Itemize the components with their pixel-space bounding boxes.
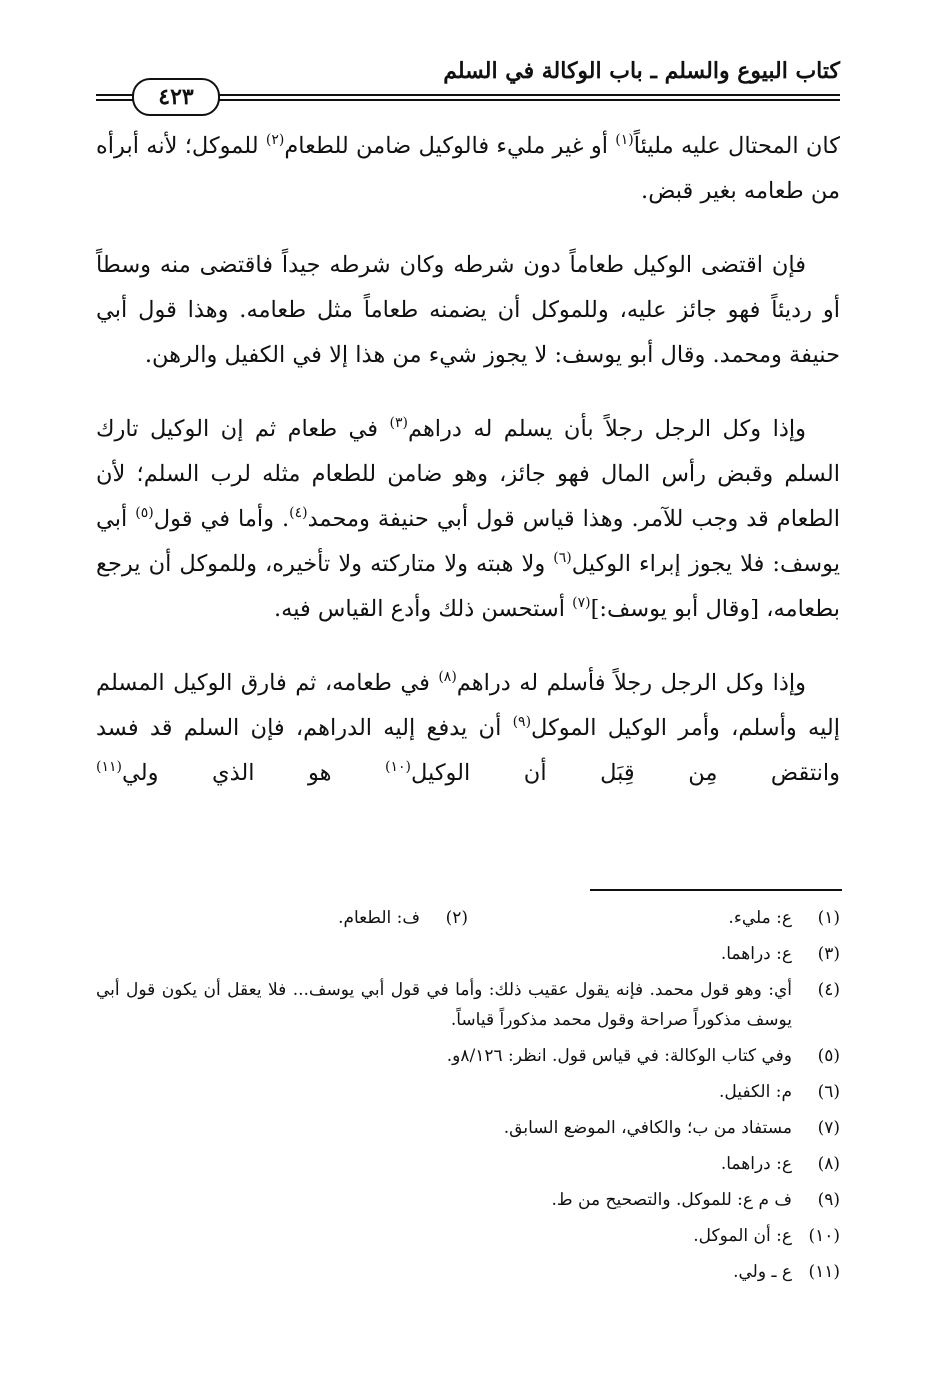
footnote-text: ع: دراهما. [720, 1154, 792, 1174]
footnote-11 [96, 1254, 840, 1290]
footnote-3 [96, 936, 840, 972]
footnote-number: (٧) [817, 1118, 840, 1138]
footnote-number: (٩) [817, 1190, 840, 1210]
footnote-marker: (٧) [572, 595, 591, 611]
footnote-text: ع: مليء. [728, 908, 792, 928]
text-run: كان المحتال عليه مليئاً [633, 133, 841, 159]
text-run: أو غير مليء فالوكيل ضامن للطعام [284, 133, 616, 159]
footnote-text: أي: وهو قول محمد. فإنه يقول عقيب ذلك: وأما في قول أبي يوسف... فلا يعقل أن يكون قول أبي يوسف مذكوراً صراحة وقول محمد مذكوراً قياساً. [96, 980, 792, 1030]
text-run: وإذا وكل الرجل رجلاً بأن يسلم له دراهم [407, 416, 807, 442]
footnote-4 [96, 972, 840, 1038]
footnote-text: وفي كتاب الوكالة: في قياس قول. انظر: ٨/١٢٦و. [446, 1046, 792, 1066]
text-run: في طعامه، ثم فارق الوكيل المسلم إليه وأسلم، وأمر الوكيل الموكل [96, 670, 840, 741]
footnote-text: ع: أن الموكل. [693, 1226, 792, 1246]
main-text [96, 124, 840, 796]
text-run: فإن اقتضى الوكيل طعاماً دون شرطه وكان شرطه جيداً فاقتضى منه وسطاً أو رديئاً فهو جائز عليه، وللموكل أن يضمنه طعاماً مثل طعامه. وهذا قول أبي حنيفة ومحمد. وقال أبو يوسف: لا يجوز شيء من هذا إلا في الكفيل والرهن. [96, 252, 840, 368]
text-run: ولا هبته ولا متاركته ولا تأخيره، وللموكل أن يرجع بطعامه، [وقال أبو يوسف:] [96, 551, 840, 622]
footnote-6 [96, 1074, 840, 1110]
footnote-number: (٤) [817, 980, 840, 1000]
footnote-text: ع ـ ولي. [733, 1262, 792, 1282]
footnote-row [96, 900, 840, 936]
footnote-text: ع: دراهما. [720, 944, 792, 964]
footnote-10 [96, 1218, 840, 1254]
page-header [96, 52, 840, 108]
footnote-marker: (١٠) [385, 759, 412, 775]
footnote-9 [96, 1182, 840, 1218]
footnote-number: (٦) [817, 1082, 840, 1102]
footnote-text: مستفاد من ب؛ والكافي، الموضع السابق. [503, 1118, 792, 1138]
footnote-number: (٨) [817, 1154, 840, 1174]
text-run: أن يدفع إليه الدراهم، فإن السلم قد فسد وانتقض مِن قِبَل أن الوكيل [96, 715, 840, 786]
footnote-2 [96, 900, 468, 936]
footnote-5 [96, 1038, 840, 1074]
footnote-text: م: الكفيل. [719, 1082, 792, 1102]
footnote-marker: (٢) [265, 132, 285, 148]
text-run: وإذا وكل الرجل رجلاً فأسلم له دراهم [456, 670, 806, 696]
footnotes [96, 900, 840, 1290]
footnote-text: ف م ع: للموكل. والتصحيح من ط. [551, 1190, 792, 1210]
footnote-number: (١١) [808, 1262, 840, 1282]
paragraph [96, 407, 840, 632]
paragraph [96, 661, 840, 796]
footnote-number: (٥) [817, 1046, 840, 1066]
footnote-separator [590, 889, 842, 891]
footnote-marker: (٨) [438, 669, 457, 685]
footnote-number: (١٠) [808, 1226, 840, 1246]
text-run: هو الذي ولي [121, 760, 386, 786]
text-run: للموكل؛ لأنه أبرأه من طعامه بغير قبض. [96, 133, 840, 204]
footnote-number: (١) [817, 908, 840, 928]
footnote-marker: (٣) [389, 415, 408, 431]
footnote-8 [96, 1146, 840, 1182]
footnote-marker: (١١) [96, 759, 122, 775]
footnote-number: (٢) [445, 908, 468, 928]
text-run: أبي يوسف: فلا يجوز إبراء الوكيل [96, 506, 840, 577]
text-run: . وأما في قول [153, 506, 290, 532]
footnote-marker: (٥) [135, 505, 154, 521]
footnote-marker: (٤) [289, 505, 308, 521]
footnote-marker: (٦) [553, 550, 572, 566]
paragraph [96, 124, 840, 214]
text-run: في طعام ثم إن الوكيل تارك السلم وقبض رأس المال فهو جائز، وهو ضامن للطعام مثله لرب السلم؛ لأن الطعام قد وجب للآمر. وهذا قياس قول أبي حنيفة ومحمد [96, 416, 840, 532]
page-number-badge: ٤٢٣ [132, 78, 220, 116]
footnote-number: (٣) [817, 944, 840, 964]
paragraph [96, 243, 840, 378]
text-run: أستحسن ذلك وأدع القياس فيه. [274, 596, 573, 622]
running-title: كتاب البيوع والسلم ـ باب الوكالة في السلم [443, 58, 840, 84]
footnote-1 [468, 900, 840, 936]
footnote-marker: (٩) [512, 714, 532, 730]
footnote-7 [96, 1110, 840, 1146]
footnote-text: ف: الطعام. [338, 908, 420, 928]
footnote-marker: (١) [615, 132, 634, 148]
